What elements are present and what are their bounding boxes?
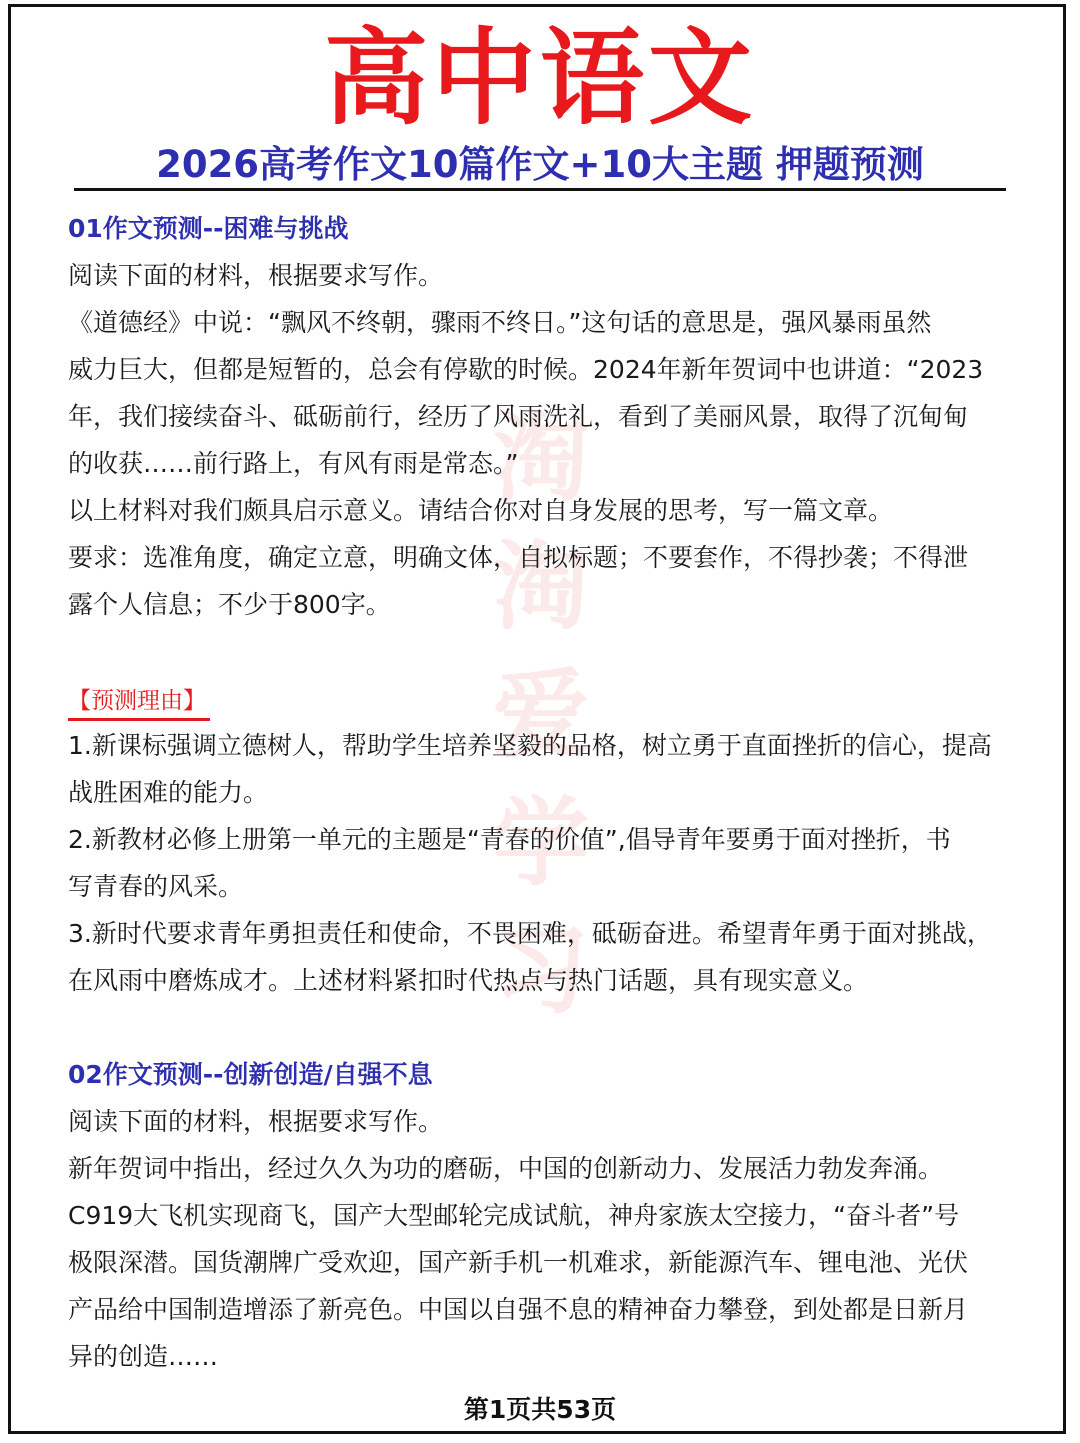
reason-line: 1.新课标强调立德树人，帮助学生培养坚毅的品格，树立勇于直面挫折的信心，提高 (68, 731, 992, 760)
page-subtitle: 2026高考作文10篇作文+10大主题 押题预测 (156, 143, 924, 186)
paragraph-line: 新年贺词中指出，经过久久为功的磨砺，中国的创新动力、发展活力勃发奔涌。 (68, 1154, 944, 1183)
paragraph-line: 威力巨大，但都是短暂的，总会有停歇的时候。2024年新年贺词中也讲道：“2023 (68, 355, 984, 384)
paragraph-line: C919大飞机实现商飞，国产大型邮轮完成试航，神舟家族太空接力，“奋斗者”号 (68, 1201, 960, 1230)
watermark-char: 淘 (493, 530, 589, 643)
section-heading-02: 02作文预测--创新创造/自强不息 (68, 1060, 433, 1089)
paragraph-line: 露个人信息；不少于800字。 (68, 590, 391, 619)
reason-line: 2.新教材必修上册第一单元的主题是“青春的价值”,倡导青年要勇于面对挫折，书 (68, 825, 951, 854)
paragraph-line: 极限深潜。国货潮牌广受欢迎，国产新手机一机难求，新能源汽车、锂电池、光伏 (68, 1248, 969, 1277)
paragraph-line: 阅读下面的材料，根据要求写作。 (68, 1107, 444, 1136)
reason-label-row (68, 675, 1033, 722)
reason-line: 在风雨中磨炼成才。上述材料紧扣时代热点与热门话题，具有现实意义。 (68, 966, 869, 995)
watermark-char: 习 (493, 914, 589, 1027)
reason-label: 【预测理由】 (68, 684, 210, 721)
section-heading-01: 01作文预测--困难与挑战 (68, 214, 349, 243)
watermark-char: 爱 (493, 658, 589, 771)
document-body (68, 205, 1033, 1380)
page-title: 高中语文 (323, 17, 756, 139)
title-divider (74, 188, 1006, 191)
paragraph-line: 异的创造…… (68, 1342, 219, 1371)
paragraph-line: 阅读下面的材料，根据要求写作。 (68, 261, 444, 290)
reason-line: 写青春的风采。 (68, 872, 244, 901)
watermark-char: 淘 (493, 402, 589, 515)
paragraph-line: 的收获……前行路上，有风有雨是常态。” (68, 449, 519, 478)
paragraph-line: 要求：选准角度，确定立意，明确文体，自拟标题；不要套作，不得抄袭；不得泄 (68, 543, 969, 572)
paragraph-line: 《道德经》中说：“飘风不终朝，骤雨不终日。”这句话的意思是，强风暴雨虽然 (68, 308, 932, 337)
spacer (68, 1004, 1033, 1051)
spacer (68, 628, 1033, 675)
page-number: 第1页共53页 (463, 1395, 617, 1424)
reason-line: 战胜困难的能力。 (68, 778, 269, 807)
paragraph-line: 产品给中国制造增添了新亮色。中国以自强不息的精神奋力攀登，到处都是日新月 (68, 1295, 969, 1324)
watermark-char: 学 (493, 786, 589, 899)
reason-line: 3.新时代要求青年勇担责任和使命，不畏困难，砥砺奋进。希望青年勇于面对挑战， (68, 919, 992, 948)
paragraph-line: 年，我们接续奋斗、砥砺前行，经历了风雨洗礼，看到了美丽风景，取得了沉甸甸 (68, 402, 969, 431)
paragraph-line: 以上材料对我们颇具启示意义。请结合你对自身发展的思考，写一篇文章。 (68, 496, 894, 525)
